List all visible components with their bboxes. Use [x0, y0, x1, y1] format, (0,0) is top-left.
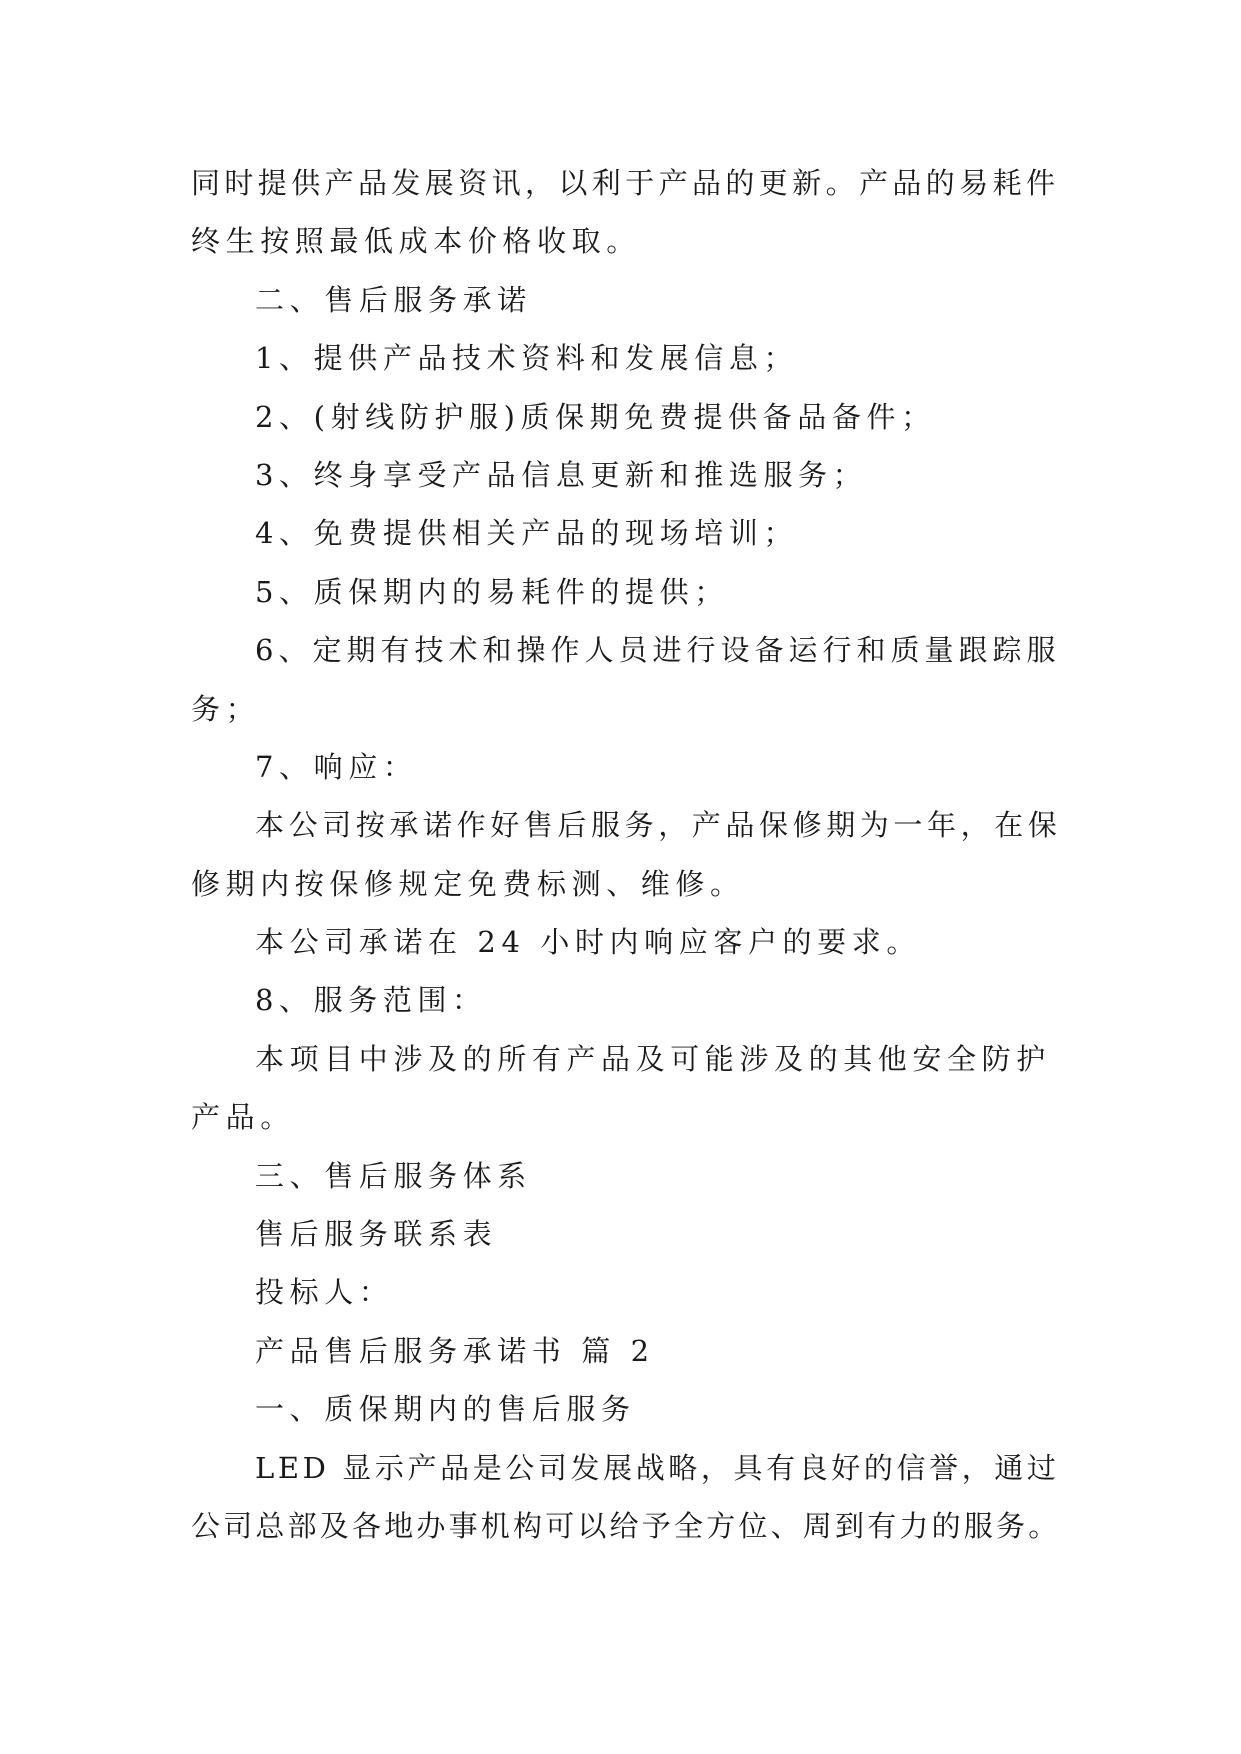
- text-line: 投标人：: [255, 1275, 394, 1310]
- text-line: 本公司承诺在 24 小时内响应客户的要求。: [255, 925, 921, 960]
- text-line: 务；: [191, 691, 261, 726]
- text-line: 6、定期有技术和操作人员进行设备运行和质量跟踪服: [255, 633, 1061, 668]
- text-line: 本公司按承诺作好售后服务，产品保修期为一年，在保: [255, 808, 1062, 843]
- text-line: 终生按照最低成本价格收取。: [191, 224, 641, 259]
- text-line: 产品。: [191, 1100, 295, 1135]
- text-line: 售后服务联系表: [255, 1217, 498, 1252]
- text-line: 8、服务范围：: [255, 983, 487, 1018]
- text-line: 公司总部及各地办事机构可以给予全方位、周到有力的服务。: [191, 1508, 1061, 1543]
- text-line: 同时提供产品发展资讯，以利于产品的更新。产品的易耗件: [191, 166, 1060, 200]
- text-line: 一、质保期内的售后服务: [255, 1392, 636, 1427]
- text-line: 二、售后服务承诺: [255, 282, 532, 317]
- text-line: 7、响应：: [255, 749, 418, 784]
- text-line: 5、质保期内的易耗件的提供；: [255, 574, 729, 609]
- text-line: 本项目中涉及的所有产品及可能涉及的其他安全防护: [255, 1041, 1051, 1076]
- text-line: 修期内按保修规定免费标测、维修。: [191, 866, 745, 901]
- text-line: 三、售后服务体系: [255, 1158, 532, 1193]
- text-line: LED 显示产品是公司发展战略，具有良好的信誉，通过: [255, 1450, 1060, 1485]
- text-line: 3、终身享受产品信息更新和推选服务；: [255, 457, 868, 492]
- text-line: 产品售后服务承诺书 篇 2: [255, 1333, 655, 1368]
- text-line: 1、提供产品技术资料和发展信息；: [255, 341, 799, 376]
- text-line: 2、(射线防护服)质保期免费提供备品备件；: [255, 399, 936, 434]
- text-line: 4、免费提供相关产品的现场培训；: [255, 516, 799, 551]
- document-body: [191, 154, 1061, 1555]
